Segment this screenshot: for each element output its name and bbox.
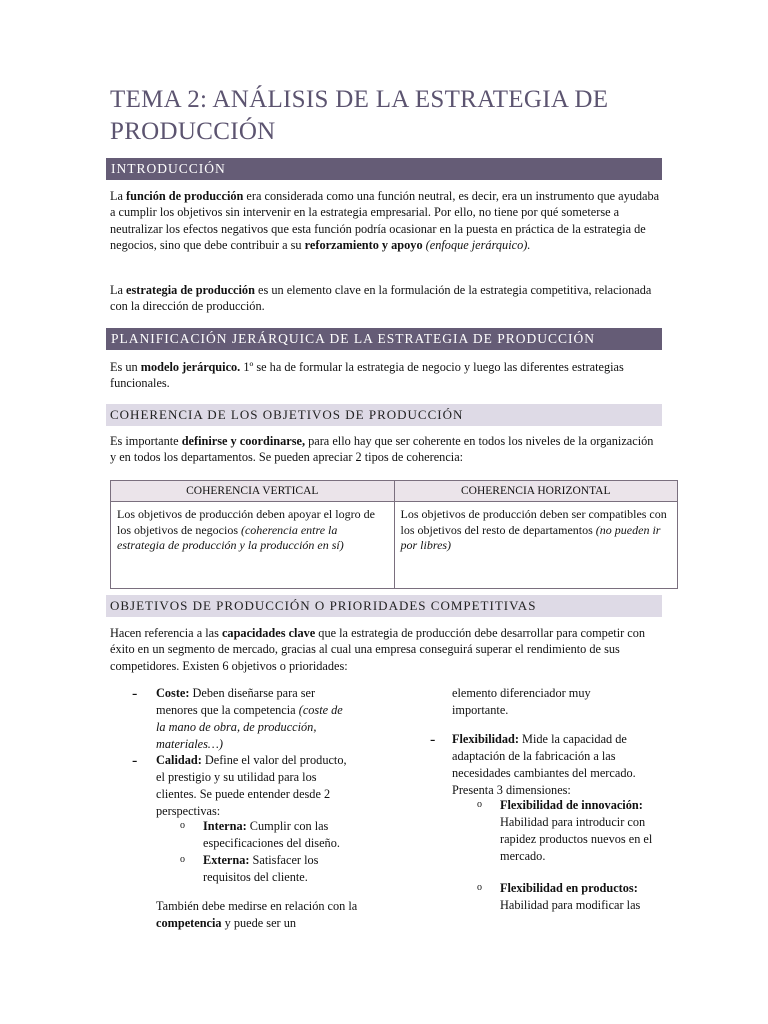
list-item-flexibilidad: Flexibilidad: Mide la capacidad de adaptación de la fabricación a las necesidades cambiantes del mercado. Presenta 3 dimensiones: bbox=[452, 732, 636, 797]
table-cell-vertical: Los objetivos de producción deben apoyar el logro de los objetivos de negocios (coherencia entre la estrategia de producción y la producción en sí) bbox=[111, 502, 395, 589]
page-title: TEMA 2: ANÁLISIS DE LA ESTRATEGIA DE PRODUCCIÓN bbox=[110, 86, 609, 145]
bullet-dash-icon: - bbox=[132, 685, 138, 702]
bullet-circle-icon: o bbox=[180, 820, 185, 831]
list-item-flex-innovacion: Flexibilidad de innovación: Habilidad para introducir con rapidez productos nuevos en el mercado. bbox=[500, 798, 653, 863]
section-heading-coherencia: COHERENCIA DE LOS OBJETIVOS DE PRODUCCIÓN bbox=[106, 404, 662, 426]
bullet-circle-icon: o bbox=[180, 854, 185, 865]
table-header-vertical: COHERENCIA VERTICAL bbox=[111, 481, 395, 502]
list-item-continuation: elemento diferenciador muy importante. bbox=[452, 686, 591, 717]
list-item-flex-productos: Flexibilidad en productos: Habilidad para modificar las bbox=[500, 881, 641, 912]
coherencia-paragraph: Es importante definirse y coordinarse, para ello hay que ser coherente en todos los niveles de la organización y en todos los departamentos. Se pueden apreciar 2 tipos de coherencia: bbox=[110, 434, 654, 465]
planificacion-paragraph: Es un modelo jerárquico. 1º se ha de formular la estrategia de negocio y luego las diferentes estrategias funcionales. bbox=[110, 360, 624, 391]
section-heading-introduccion: INTRODUCCIÓN bbox=[106, 158, 662, 180]
bullet-circle-icon: o bbox=[477, 882, 482, 893]
bullet-circle-icon: o bbox=[477, 799, 482, 810]
list-item-calidad: Calidad: Define el valor del producto, el prestigio y su utilidad para los clientes. Se puede entender desde 2 perspectivas: bbox=[156, 753, 347, 818]
bullet-dash-icon: - bbox=[430, 731, 436, 748]
section-heading-objetivos: OBJETIVOS DE PRODUCCIÓN O PRIORIDADES COMPETITIVAS bbox=[106, 595, 662, 617]
section-heading-planificacion: PLANIFICACIÓN JERÁRQUICA DE LA ESTRATEGIA DE PRODUCCIÓN bbox=[106, 328, 662, 350]
intro-paragraph-2: La estrategia de producción es un elemento clave en la formulación de la estrategia competitiva, relacionada con la dirección de producción. bbox=[110, 283, 652, 314]
table-header-horizontal: COHERENCIA HORIZONTAL bbox=[394, 481, 678, 502]
list-item-tambien: También debe medirse en relación con la competencia y puede ser un bbox=[156, 899, 358, 930]
intro-paragraph-1: La función de producción era considerada como una función neutral, es decir, era un instrumento que ayudaba a cumplir los objetivos sin intervenir en la estrategia empresarial. Por ello, no tiene por qué someterse a neutralizar los efectos negativos que esta función podría ocasionar en la puesta en práctica de la estrategia de negocios, sino que debe contribuir a su reforzamiento y apoyo (enfoque jerárquico). bbox=[110, 189, 660, 253]
list-item-interna: Interna: Cumplir con las especificaciones del diseño. bbox=[203, 819, 340, 850]
coherencia-table bbox=[110, 480, 678, 589]
objetivos-paragraph: Hacen referencia a las capacidades clave que la estrategia de producción debe desarrollar para competir con éxito en un segmento de mercado, gracias al cual una empresa conseguirá superar el rendimiento de sus competidores. Existen 6 objetivos o prioridades: bbox=[110, 626, 646, 673]
bullet-dash-icon: - bbox=[132, 752, 138, 769]
list-item-coste: Coste: Deben diseñarse para ser menores que la competencia (coste de la mano de obra, de producción, materiales…) bbox=[156, 686, 343, 751]
table-cell-horizontal: Los objetivos de producción deben ser compatibles con los objetivos del resto de departamentos (no pueden ir por libres) bbox=[394, 502, 678, 589]
list-item-externa: Externa: Satisfacer los requisitos del cliente. bbox=[203, 853, 319, 884]
